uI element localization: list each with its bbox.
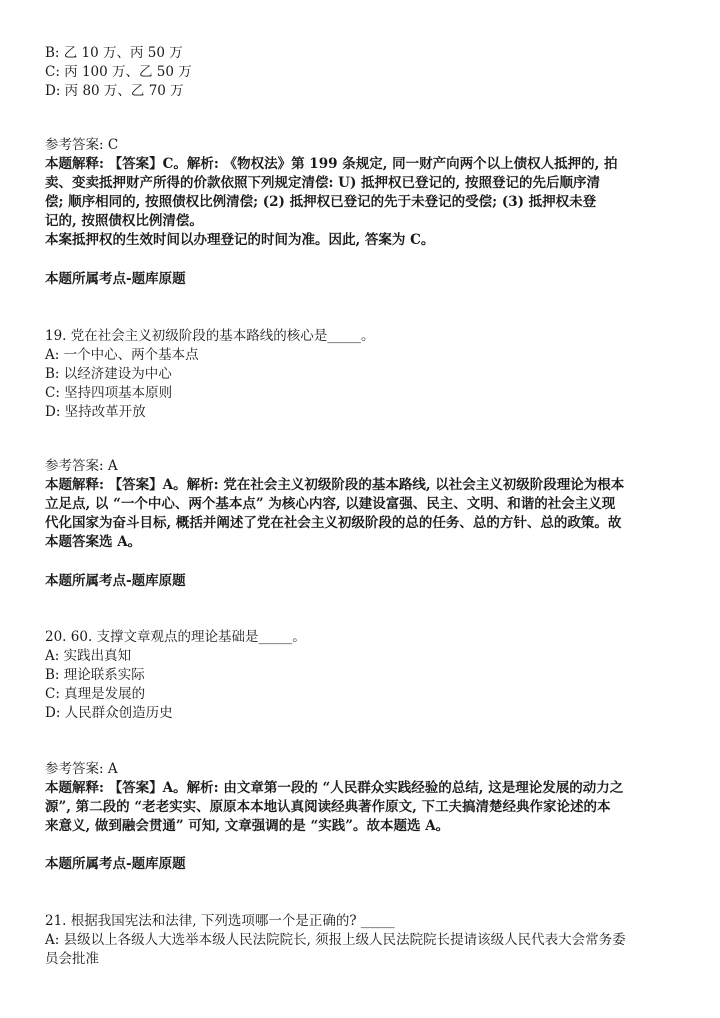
q18-explanation-line: 偿; 顺序相同的, 按照债权比例清偿; (2) 抵押权已登记的先于未登记的受偿; (3) 抵押权未登 [45, 194, 597, 210]
q20-explanation-line: 本题解释: 【答案】A。解析: 由文章第一段的 “人民群众实践经验的总结, 这是理论发展的动力之 [45, 780, 624, 796]
q19-explanation-line: 本题解释: 【答案】A。解析: 党在社会主义初级阶段的基本路线, 以社会主义初级阶段理论为根本 [45, 477, 625, 493]
q19-option-a: A: 一个中心、两个基本点 [45, 347, 199, 363]
q18-answer: 参考答案: C [45, 137, 119, 153]
q20-option-c: C: 真理是发展的 [45, 686, 146, 702]
q20-source: 本题所属考点-题库原题 [45, 856, 186, 872]
q20-question: 20. 60. 支撑文章观点的理论基础是_____。 [45, 629, 306, 645]
q20-answer: 参考答案: A [45, 761, 118, 777]
q20-option-b: B: 理论联系实际 [45, 667, 145, 683]
q21-option-a: A: 县级以上各级人大选举本级人民法院院长, 须报上级人民法院院长提请该级人民代表大会常务委 [45, 932, 626, 948]
q18-option-b: B: 乙 10 万、丙 50 万 [45, 45, 183, 61]
q18-option-d: D: 丙 80 万、乙 70 万 [45, 83, 184, 99]
q18-explanation-line: 本案抵押权的生效时间以办理登记的时间为准。因此, 答案为 C。 [45, 232, 435, 248]
q21-question: 21. 根据我国宪法和法律, 下列选项哪一个是正确的? _____ [45, 913, 395, 929]
q19-option-c: C: 坚持四项基本原则 [45, 385, 173, 401]
q19-explanation-line: 本题答案选 A。 [45, 534, 142, 550]
q19-source: 本题所属考点-题库原题 [45, 573, 186, 589]
q19-option-d: D: 坚持改革开放 [45, 404, 146, 420]
q20-explanation-line: 来意义, 做到融会贯通” 可知, 文章强调的是 “实践”。故本题选 A。 [45, 818, 450, 834]
q19-explanation-line: 立足点, 以 “一个中心、两个基本点” 为核心内容, 以建设富强、民主、文明、和谐的社会主义现 [45, 496, 616, 512]
q18-option-c: C: 丙 100 万、乙 50 万 [45, 64, 192, 80]
q19-question: 19. 党在社会主义初级阶段的基本路线的核心是_____。 [45, 328, 375, 344]
q21-option-a-cont: 员会批准 [45, 951, 99, 967]
q20-option-d: D: 人民群众创造历史 [45, 705, 173, 721]
q19-explanation-line: 代化国家为奋斗目标, 概括并阐述了党在社会主义初级阶段的总的任务、总的方针、总的政策。故 [45, 515, 622, 531]
q19-answer: 参考答案: A [45, 458, 118, 474]
q19-option-b: B: 以经济建设为中心 [45, 366, 172, 382]
q18-explanation-line: 卖、变卖抵押财产所得的价款依照下列规定清偿: U) 抵押权已登记的, 按照登记的先后顺序清 [45, 175, 600, 191]
q20-option-a: A: 实践出真知 [45, 648, 132, 664]
q18-explanation-line: 记的, 按照债权比例清偿。 [45, 213, 203, 229]
q18-explanation-line: 本题解释: 【答案】C。解析: 《物权法》第 199 条规定, 同一财产向两个以上债权人抵押的, 拍 [45, 156, 618, 172]
q20-explanation-line: 源”, 第二段的 “老老实实、原原本本地认真阅读经典著作原文, 下工夫搞清楚经典作家论述的本 [45, 799, 611, 815]
q18-source: 本题所属考点-题库原题 [45, 271, 186, 287]
